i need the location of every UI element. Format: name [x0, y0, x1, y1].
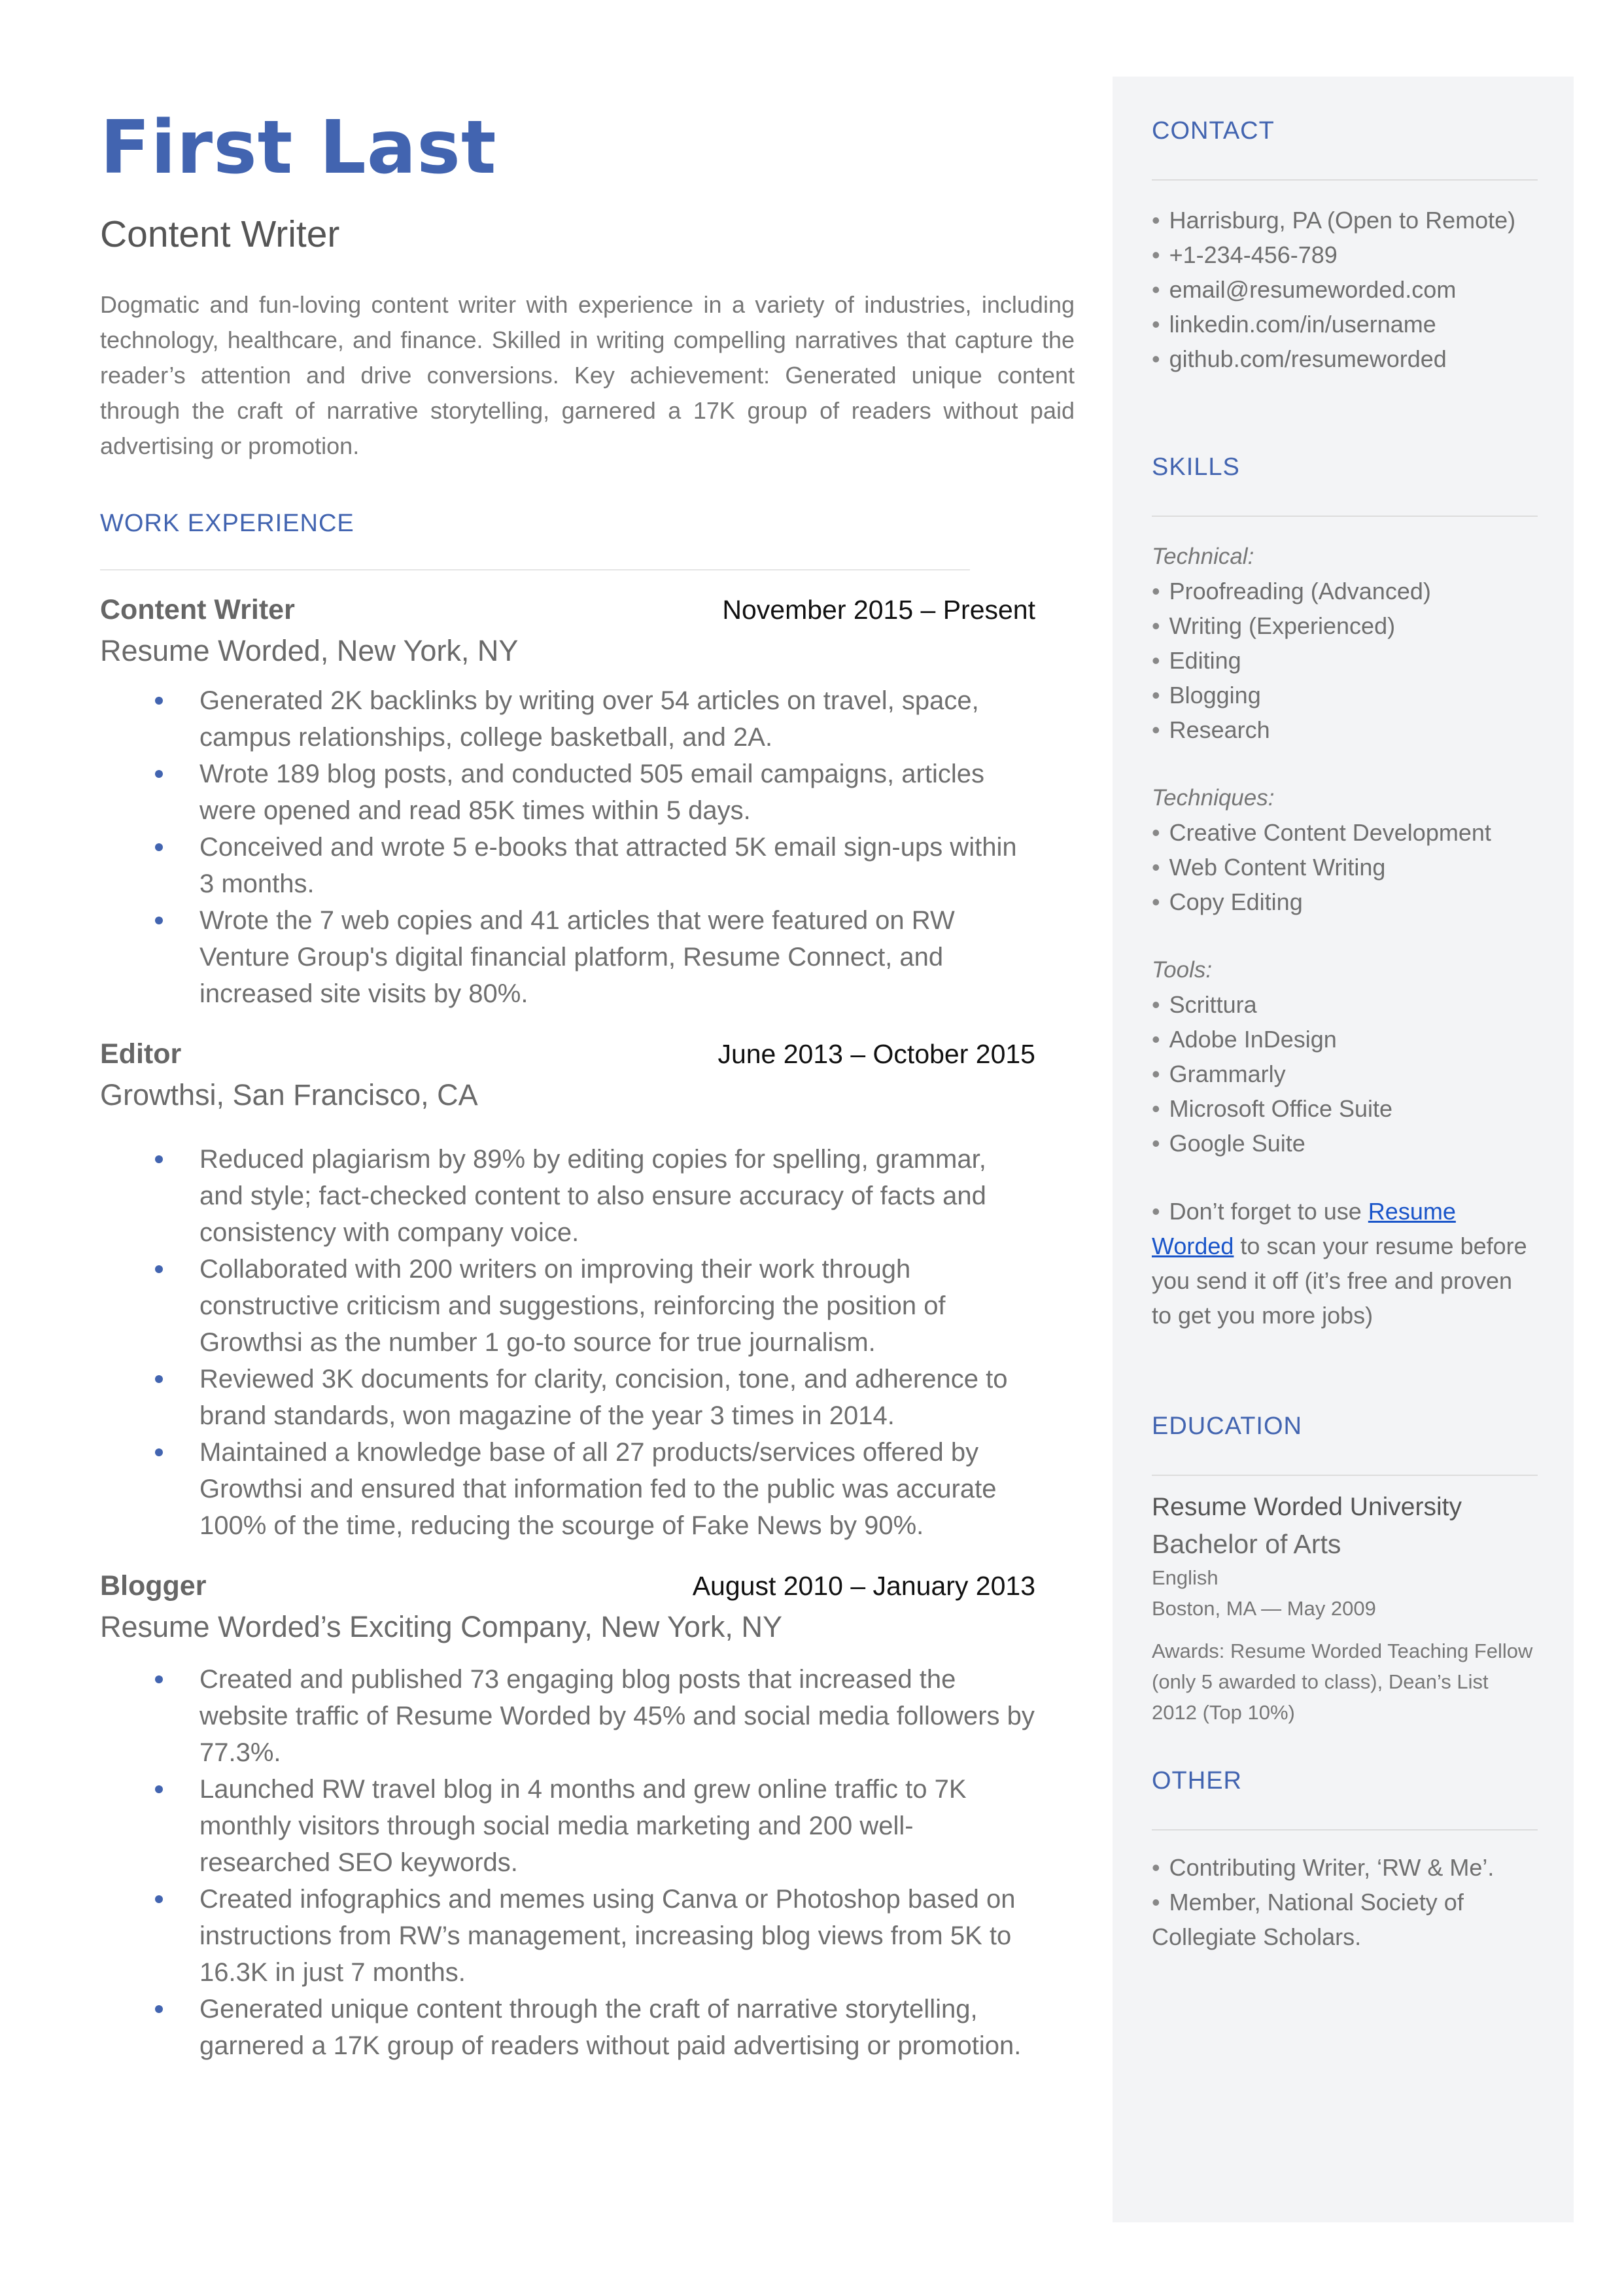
- job-company: Resume Worded’s Exciting Company, New York, NY: [100, 1610, 782, 1643]
- job-bullet: Reviewed 3K documents for clarity, concision, tone, and adherence to brand standards, won magazine of the year 3 times in 2014.: [100, 1361, 1035, 1434]
- candidate-name: First Last: [100, 105, 497, 190]
- education-awards: Awards: Resume Worded Teaching Fellow (only 5 awarded to class), Dean’s List 2012 (Top 10%): [1152, 1639, 1533, 1724]
- job-bullet: Launched RW travel blog in 4 months and grew online traffic to 7K monthly visitors through social media marketing and 200 well-researched SEO keywords.: [100, 1771, 1035, 1881]
- skills-techniques-list: [1152, 815, 1538, 919]
- bullet-dot-icon: [155, 1155, 163, 1163]
- skills-techniques-label: Techniques:: [1152, 785, 1275, 811]
- contact-email: • email@resumeworded.com: [1152, 276, 1457, 303]
- bullet-icon: •: [1152, 311, 1160, 338]
- bullet-dot-icon: [155, 843, 163, 851]
- section-divider: [1152, 1829, 1538, 1831]
- job-bullet: Created infographics and memes using Canva or Photoshop based on instructions from RW’s management, increasing blog views from 5K to 16.3K in just 7 months.: [100, 1881, 1035, 1991]
- job-dates: November 2015 – Present: [722, 595, 1035, 625]
- skill-item: • Grammarly: [1152, 1060, 1286, 1087]
- bullet-dot-icon: [155, 770, 163, 778]
- bullet-icon: •: [1152, 578, 1160, 604]
- job-bullet: Conceived and wrote 5 e-books that attracted 5K email sign-ups within 3 months.: [100, 829, 1035, 902]
- resume-worded-link[interactable]: Resume Worded: [1152, 1198, 1456, 1259]
- skills-technical-label: Technical:: [1152, 544, 1254, 569]
- job-bullet: Wrote the 7 web copies and 41 articles that were featured on RW Venture Group's digital financial platform, Resume Connect, and increased site visits by 80%.: [100, 902, 1035, 1012]
- section-divider: [1152, 1475, 1538, 1476]
- job-bullet: Reduced plagiarism by 89% by editing copies for spelling, grammar, and style; fact-checked content to also ensure accuracy of facts and consistency with company voice.: [100, 1141, 1035, 1251]
- other-heading: OTHER: [1152, 1767, 1242, 1795]
- bullet-dot-icon: [155, 2005, 163, 2013]
- other-list: [1152, 1850, 1538, 1954]
- skill-item: • Editing: [1152, 647, 1241, 674]
- job-bullet: Created and published 73 engaging blog posts that increased the website traffic of Resume Worded by 45% and social media followers by 77.3%.: [100, 1661, 1035, 1771]
- skills-heading: SKILLS: [1152, 453, 1240, 481]
- bullet-icon: •: [1152, 1889, 1160, 1916]
- job-bullets: [100, 1661, 1035, 2064]
- contact-heading: CONTACT: [1152, 117, 1275, 145]
- section-divider: [1152, 179, 1538, 181]
- bullet-dot-icon: [155, 1448, 163, 1456]
- bullet-icon: •: [1152, 1198, 1160, 1225]
- bullet-icon: •: [1152, 207, 1160, 234]
- job-entry: [100, 1570, 1035, 2064]
- bullet-dot-icon: [155, 1675, 163, 1683]
- summary: Dogmatic and fun-loving content writer with experience in a variety of industries, including technology, healthcare, and finance. Skilled in writing compelling narratives that capture the reader’s attention and drive conversions. Key achievement: Generated unique content through the craft of narrative storytelling, garnered a 17K group of readers without paid advertising or promotion.: [100, 291, 1075, 459]
- other-item: • Member, National Society of Collegiate Scholars.: [1152, 1889, 1464, 1950]
- job-title: Content Writer: [100, 594, 295, 625]
- contact-linkedin: • linkedin.com/in/username: [1152, 311, 1436, 338]
- job-bullet: Collaborated with 200 writers on improving their work through constructive criticism and suggestions, reinforcing the position of Growthsi as the number 1 go-to source for true journalism.: [100, 1251, 1035, 1361]
- candidate-role: Content Writer: [100, 213, 340, 255]
- bullet-icon: •: [1152, 241, 1160, 268]
- bullet-dot-icon: [155, 1375, 163, 1383]
- section-divider: [1152, 516, 1538, 517]
- skill-item: • Research: [1152, 716, 1270, 743]
- job-bullets: [100, 682, 1035, 1012]
- skills-technical-list: [1152, 574, 1538, 747]
- bullet-dot-icon: [155, 697, 163, 705]
- job-company: Growthsi, San Francisco, CA: [100, 1078, 478, 1112]
- bullet-icon: •: [1152, 612, 1160, 639]
- bullet-icon: •: [1152, 991, 1160, 1018]
- skill-item: • Google Suite: [1152, 1130, 1305, 1157]
- job-dates: August 2010 – January 2013: [692, 1571, 1035, 1601]
- job-title: Editor: [100, 1038, 182, 1070]
- other-item: • Contributing Writer, ‘RW & Me’.: [1152, 1854, 1494, 1881]
- job-bullets: [100, 1141, 1035, 1544]
- bullet-dot-icon: [155, 917, 163, 924]
- resume-worded-tip: • Don’t forget to use Resume Worded to scan your resume before you send it off (it’s free and proven to get you more jobs): [1152, 1198, 1527, 1329]
- job-entry: [100, 1038, 1035, 1544]
- job-dates: June 2013 – October 2015: [717, 1039, 1035, 1069]
- job-bullet: Wrote 189 blog posts, and conducted 505 email campaigns, articles were opened and read 85K times within 5 days.: [100, 756, 1035, 829]
- bullet-icon: •: [1152, 345, 1160, 372]
- job-header: [100, 1570, 1035, 1602]
- bullet-dot-icon: [155, 1895, 163, 1903]
- contact-github: • github.com/resumeworded: [1152, 345, 1447, 372]
- bullet-icon: •: [1152, 276, 1160, 303]
- education-heading: EDUCATION: [1152, 1412, 1302, 1440]
- sidebar-content: [1152, 77, 1538, 1954]
- job-bullet: Generated unique content through the craft of narrative storytelling, garnered a 17K group of readers without paid advertising or promotion.: [100, 1991, 1035, 2064]
- bullet-dot-icon: [155, 1785, 163, 1793]
- skill-item: • Proofreading (Advanced): [1152, 578, 1431, 604]
- skill-item: • Blogging: [1152, 682, 1261, 709]
- contact-list: [1152, 203, 1538, 376]
- bullet-icon: •: [1152, 1026, 1160, 1053]
- bullet-icon: •: [1152, 1130, 1160, 1157]
- job-entry: [100, 594, 1035, 1012]
- contact-location: • Harrisburg, PA (Open to Remote): [1152, 207, 1516, 234]
- skill-item: • Copy Editing: [1152, 888, 1303, 915]
- main-column: [100, 105, 1081, 2064]
- bullet-icon: •: [1152, 647, 1160, 674]
- bullet-icon: •: [1152, 888, 1160, 915]
- job-company: Resume Worded, New York, NY: [100, 634, 519, 667]
- bullet-icon: •: [1152, 682, 1160, 709]
- contact-phone: • +1-234-456-789: [1152, 241, 1338, 268]
- job-header: [100, 1038, 1035, 1070]
- skills-tools-label: Tools:: [1152, 957, 1213, 983]
- bullet-icon: •: [1152, 819, 1160, 846]
- job-header: [100, 594, 1035, 626]
- skill-item: • Writing (Experienced): [1152, 612, 1396, 639]
- bullet-icon: •: [1152, 1060, 1160, 1087]
- bullet-icon: •: [1152, 854, 1160, 881]
- education-degree: Bachelor of Arts: [1152, 1529, 1341, 1559]
- skill-item: • Creative Content Development: [1152, 819, 1491, 846]
- job-bullet: Generated 2K backlinks by writing over 54 articles on travel, space, campus relationships, college basketball, and 2A.: [100, 682, 1035, 756]
- skills-tools-list: [1152, 987, 1538, 1161]
- skill-item: • Web Content Writing: [1152, 854, 1386, 881]
- bullet-icon: •: [1152, 1854, 1160, 1881]
- skill-item: • Scrittura: [1152, 991, 1257, 1018]
- job-bullet: Maintained a knowledge base of all 27 products/services offered by Growthsi and ensured that information fed to the public was accurate 100% of the time, reducing the scourge of Fake News by 90%.: [100, 1434, 1035, 1544]
- bullet-icon: •: [1152, 1095, 1160, 1122]
- sidebar: [1113, 77, 1574, 2222]
- bullet-icon: •: [1152, 716, 1160, 743]
- skill-item: • Adobe InDesign: [1152, 1026, 1337, 1053]
- skill-item: • Microsoft Office Suite: [1152, 1095, 1393, 1122]
- work-experience-heading: WORK EXPERIENCE: [100, 510, 354, 537]
- education-location-date: Boston, MA — May 2009: [1152, 1597, 1376, 1620]
- section-divider: [100, 569, 970, 570]
- bullet-dot-icon: [155, 1265, 163, 1273]
- job-title: Blogger: [100, 1570, 207, 1602]
- education-university: Resume Worded University: [1152, 1493, 1462, 1521]
- education-major: English: [1152, 1566, 1218, 1589]
